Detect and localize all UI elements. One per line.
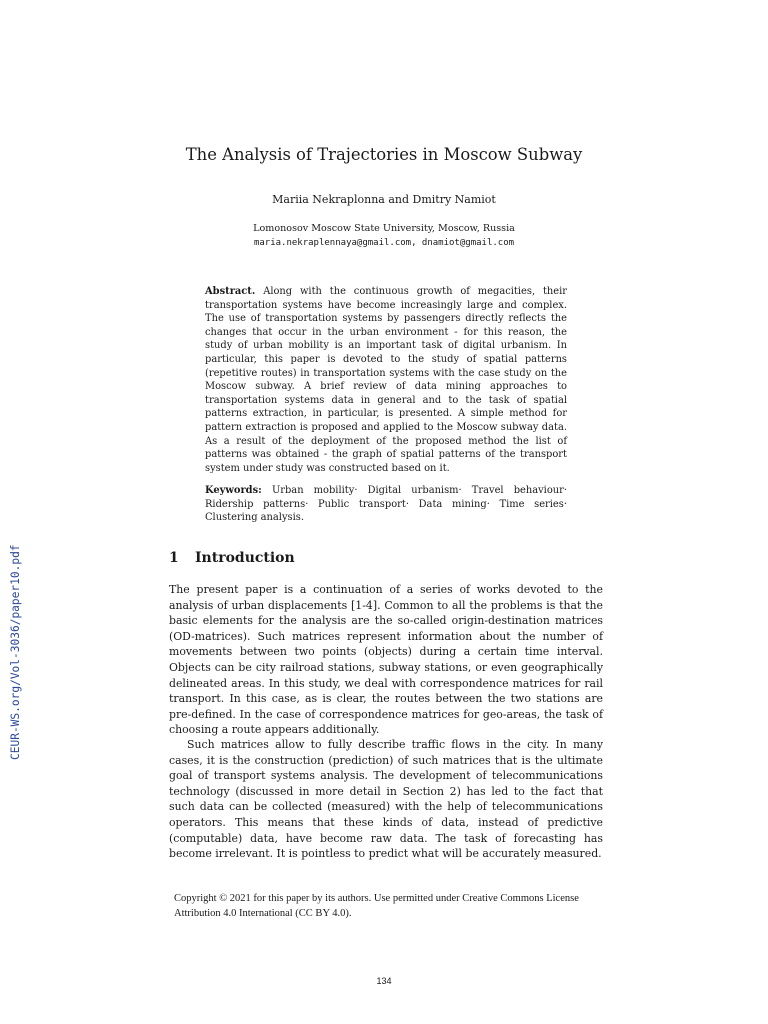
paper-title: The Analysis of Trajectories in Moscow Subway: [185, 145, 583, 164]
section-number: 1: [169, 550, 179, 566]
abstract-label: Abstract.: [205, 286, 256, 297]
keywords-text: Urban mobility· Digital urbanism· Travel behaviour· Ridership patterns· Public transport· Data mining· Time series· Clustering analysis.: [205, 485, 568, 524]
ceur-ws-side-link-text: CEUR-WS.org/Vol-3036/paper10.pdf: [9, 544, 22, 760]
section-heading: [169, 550, 295, 566]
keywords-label: Keywords:: [205, 485, 262, 496]
body-paragraph: Such matrices allow to fully describe traffic flows in the city. In many cases, it is the construction (prediction) of such matrices that is the ultimate goal of transport systems analysis. The development of telecommunications technology (discussed in more detail in Section 2) has led to the fact that such data can be collected (measured) with the help of telecommunications operators. This means that these kinds of data, instead of predictive (computable) data, have become raw data. The task of forecasting has become irrelevant. It is pointless to predict what will be accurately measured.: [169, 738, 603, 861]
abstract-text: Along with the continuous growth of megacities, their transportation systems have become increasingly large and complex. The use of transportation systems by passengers directly reflects the changes that occur in the urban environment - for this reason, the study of urban mobility is an important task of digital urbanism. In particular, this paper is devoted to the study of spatial patterns (repetitive routes) in transportation systems with the case study on the Moscow subway. A brief review of data mining approaches to transportation systems data in general and to the task of spatial patterns extraction, in particular, is presented. A simple method for pattern extraction is proposed and applied to the Moscow subway data. As a result of the deployment of the proposed method the list of patterns was obtained - the graph of spatial patterns of the transport system under study was constructed based on it.: [205, 286, 568, 474]
copyright-notice: Copyright © 2021 for this paper by its authors. Use permitted under Creative Commons License Attribution 4.0 International (CC BY 4.0).: [174, 893, 579, 919]
keywords: [205, 484, 567, 525]
author-emails: maria.nekraplennaya@gmail.com, dnamiot@gmail.com: [253, 238, 515, 248]
author-list: Mariia Nekraplonna and Dmitry Namiot: [272, 193, 496, 206]
affiliation: Lomonosov Moscow State University, Moscow, Russia: [253, 223, 515, 234]
section-title: Introduction: [195, 550, 295, 566]
ceur-ws-side-link[interactable]: [8, 540, 26, 760]
body-paragraph: The present paper is a continuation of a series of works devoted to the analysis of urban displacements [1-4]. Common to all the problems is that the basic elements for the analysis are the so-called origin-destination matrices (OD-matrices). Such matrices represent information about the number of movements between two points (objects) during a certain time interval. Objects can be city railroad stations, subway stations, or even geographically delineated areas. In this study, we deal with correspondence matrices for rail transport. In this case, as is clear, the routes between the two stations are pre-defined. In the case of correspondence matrices for geo-areas, the task of choosing a route appears additionally.: [169, 583, 603, 737]
abstract: [205, 285, 567, 475]
page-number: 134: [376, 976, 392, 986]
